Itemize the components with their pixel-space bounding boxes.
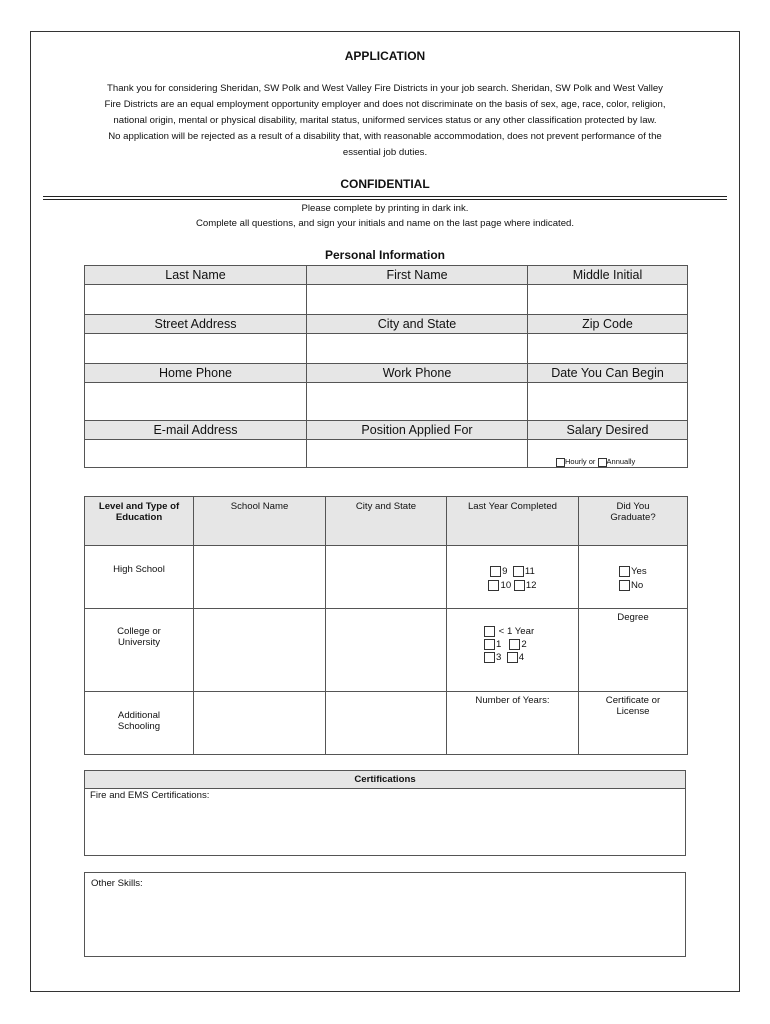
graduate-yes-checkbox[interactable] [619,566,630,577]
less-than-1-year-checkbox[interactable] [484,626,495,637]
grade-11-checkbox[interactable] [513,566,524,577]
other-skills-label: Other Skills: [91,878,143,889]
street-address-field[interactable] [85,334,307,364]
additional-school-name-field[interactable] [194,692,326,755]
graduate-group: Yes No [579,546,688,609]
education-table [84,496,688,755]
certifications-title: Certifications [85,771,685,789]
city-state-field[interactable] [307,334,528,364]
intro-paragraph: Thank you for considering Sheridan, SW Polk and West Valley Fire Districts in your job search. Sheridan, SW Polk and West Valley Fire Districts are an equal employment opportunity employer and does not discriminate on the basis of sex, age, race, color, religion, national origin, mental or physical disability, marital status, uniformed services status or any other classification protected by law. No application will be rejected as a result of a disability that, with reasonable accommodation, does not prevent performance of the essential job duties. [104,83,666,158]
salary-field[interactable] [528,440,688,468]
personal-info-title: Personal Information [324,248,446,262]
number-of-years-label: Number of Years: [447,692,579,755]
fire-ems-label: Fire and EMS Certifications: [90,790,210,801]
college-label: College or University [85,609,194,692]
city-state-header: City and State [326,497,447,546]
annually-label: Annually [606,457,636,467]
position-field[interactable] [307,440,528,468]
middle-initial-label: Middle Initial [528,266,688,285]
email-field[interactable] [85,440,307,468]
work-phone-label: Work Phone [307,364,528,383]
date-begin-field[interactable] [528,383,688,421]
divider-line [43,199,727,200]
first-name-label: First Name [307,266,528,285]
college-years-group: < 1 Year 1 2 3 4 [447,609,579,692]
salary-label: Salary Desired [528,421,688,440]
work-phone-field[interactable] [307,383,528,421]
annually-checkbox[interactable] [598,458,607,467]
school-name-header: School Name [194,497,326,546]
divider-line [43,196,727,197]
middle-initial-field[interactable] [528,285,688,315]
first-name-field[interactable] [307,285,528,315]
city-state-label: City and State [307,315,528,334]
instructions: Please complete by printing in dark ink. Complete all questions, and sign your initials and name on the last page where indicated. [195,203,575,229]
last-name-label: Last Name [85,266,307,285]
grade-10-checkbox[interactable] [488,580,499,591]
degree-label: Degree [579,609,688,692]
zip-code-field[interactable] [528,334,688,364]
grade-12-checkbox[interactable] [514,580,525,591]
additional-city-field[interactable] [326,692,447,755]
grade-9-checkbox[interactable] [490,566,501,577]
hourly-label: Hourly or [565,457,596,467]
high-school-city-field[interactable] [326,546,447,609]
graduate-no-checkbox[interactable] [619,580,630,591]
certifications-box[interactable] [84,770,686,856]
college-name-field[interactable] [194,609,326,692]
zip-code-label: Zip Code [528,315,688,334]
position-label: Position Applied For [307,421,528,440]
confidential-heading: CONFIDENTIAL [340,177,430,191]
year-4-checkbox[interactable] [507,652,518,663]
home-phone-label: Home Phone [85,364,307,383]
form-title: APPLICATION [344,49,426,63]
personal-info-table [84,265,688,468]
hs-years-group: 9 11 10 12 [447,546,579,609]
graduate-header: Did You Graduate? [579,497,688,546]
last-name-field[interactable] [85,285,307,315]
additional-schooling-label: Additional Schooling [85,692,194,755]
year-2-checkbox[interactable] [509,639,520,650]
email-label: E-mail Address [85,421,307,440]
high-school-label: High School [85,546,194,609]
last-year-header: Last Year Completed [447,497,579,546]
home-phone-field[interactable] [85,383,307,421]
other-skills-box[interactable] [84,872,686,957]
high-school-name-field[interactable] [194,546,326,609]
year-1-checkbox[interactable] [484,639,495,650]
college-city-field[interactable] [326,609,447,692]
certificate-label: Certificate or License [579,692,688,755]
street-address-label: Street Address [85,315,307,334]
year-3-checkbox[interactable] [484,652,495,663]
education-level-header: Level and Type of Education [85,497,194,546]
date-begin-label: Date You Can Begin [528,364,688,383]
hourly-checkbox[interactable] [556,458,565,467]
